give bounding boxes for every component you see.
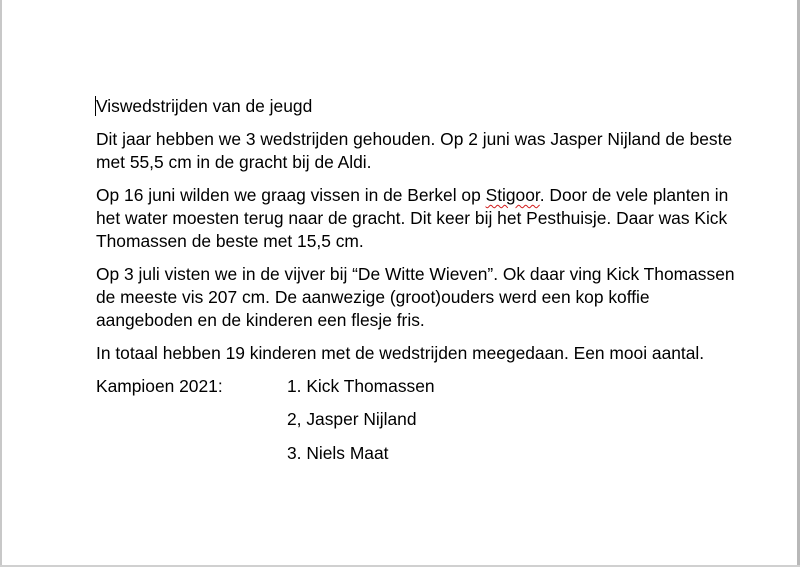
champion-item: 2, Jasper Nijland: [287, 409, 417, 429]
champion-item: 1. Kick Thomassen: [287, 376, 435, 396]
paragraph-2[interactable]: [96, 184, 736, 253]
text-cursor: [95, 96, 96, 116]
paragraph-4[interactable]: In totaal hebben 19 kinderen met de wedstrijden meegedaan. Een mooi aantal.: [96, 343, 705, 363]
document-body[interactable]: [96, 95, 736, 485]
document-title[interactable]: [96, 95, 736, 118]
spellcheck-flagged-word[interactable]: Stigoor: [485, 185, 540, 205]
page-left-edge: [0, 0, 2, 567]
champions-list[interactable]: [96, 375, 736, 485]
paragraph-3[interactable]: Op 3 juli visten we in de vijver bij “De Witte Wieven”. Ok daar ving Kick Thomassen de meeste vis 207 cm. De aanwezige (groot)ouders werd een kop koffie aangeboden en de kinderen een flesje fris.: [96, 264, 735, 330]
document-title-text: Viswedstrijden van de jeugd: [96, 96, 313, 116]
paragraph-2-part-2: . Door de vele planten in het water moesten terug naar de gracht. Dit keer bij het Pesthuisje. Daar was Kick Thomassen de beste met 15,5 cm.: [96, 185, 729, 251]
champions-label: Kampioen 2021:: [96, 376, 223, 396]
paragraph-1[interactable]: Dit jaar hebben we 3 wedstrijden gehouden. Op 2 juni was Jasper Nijland de beste met 55,5 cm in de gracht bij de Aldi.: [96, 129, 733, 172]
champion-item: 3. Niels Maat: [287, 443, 389, 463]
paragraph-2-part-1: Op 16 juni wilden we graag vissen in de Berkel op: [96, 185, 486, 205]
